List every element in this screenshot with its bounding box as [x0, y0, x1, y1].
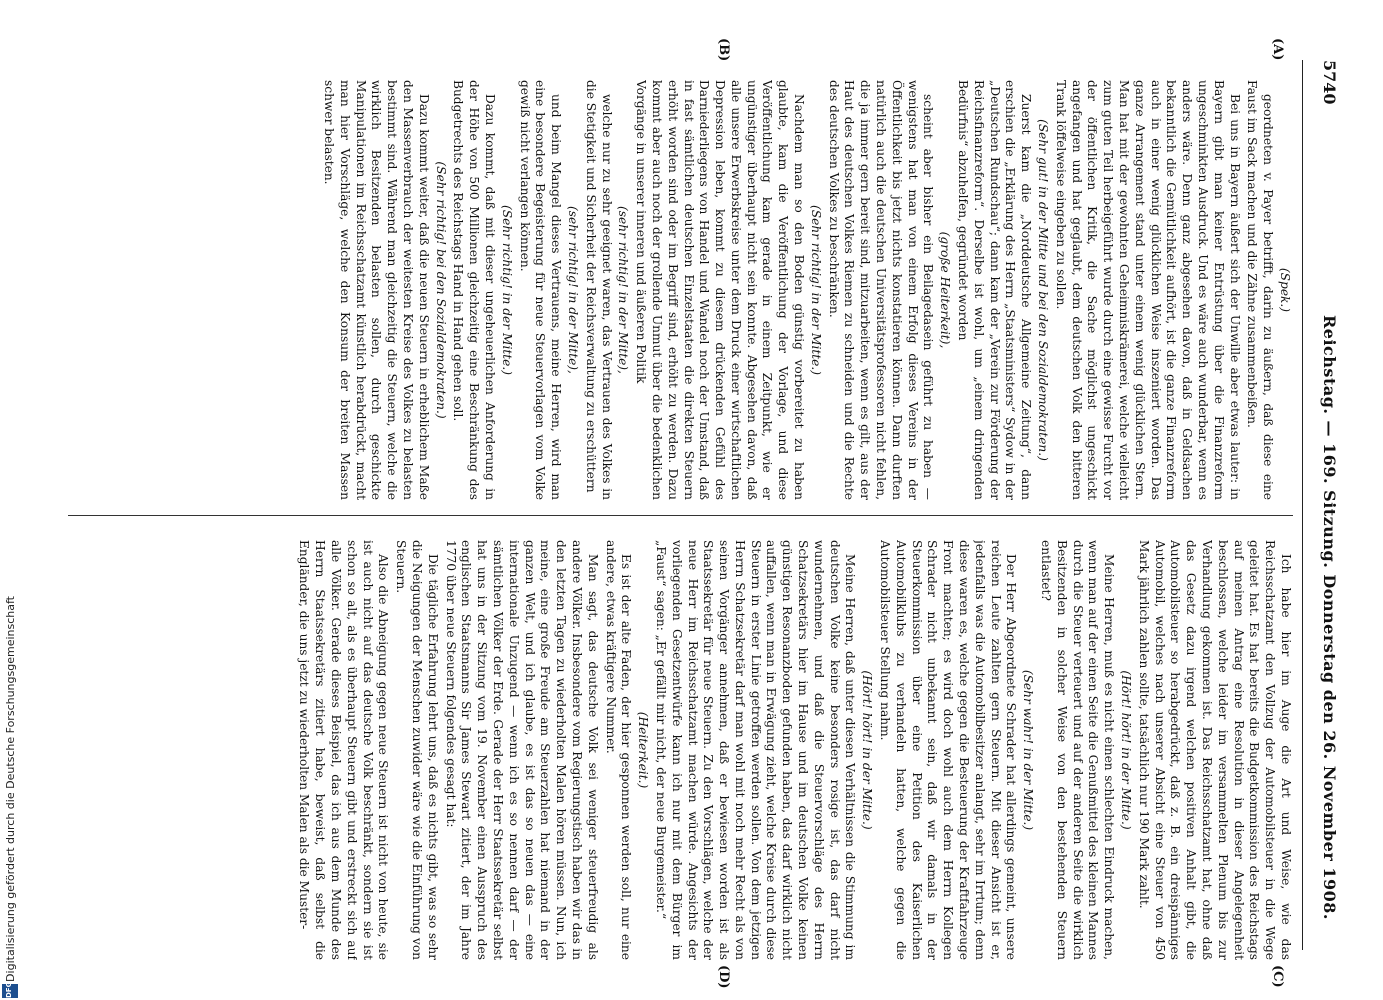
paragraph: welche nur zu sehr geeignet waren, das Vertrauen des Volkes in die Stetigkeit und Sicherheit der Reichsverwaltung zu erschüttern	[583, 80, 614, 500]
interjection: (sehr richtig! in der Mitte),	[565, 206, 580, 374]
paragraph: und beim Mangel dieses Vertrauens, meine Herren, wird man eine besondere Begeisterung für neue Steuervorlagen vom Volke gewiß nicht verlangen können.	[517, 80, 564, 500]
paragraph: Meine Herren, daß unter diesen Verhältnissen die Stimmung im deutschen Volke keine besonders rosige ist, das darf nicht wundernehmen, und daß die Steuervorschläge des Herrn Schatzsekretärs hier im Hause und im deutschen Volke keinen günstigen Resonanzboden gefunden haben, das darf wirklich nicht auffallen, wenn man in Erwägung zieht, welche Kreise durch diese Steuern in erster Linie getroffen werden sollen. Von dem jetzigen Herrn Schatzsekretär darf man wohl mit noch mehr Recht als von seinen Vorgänger annehmen, daß er bewiesen worden ist als Staatssekretär für neue Steuern. Zu den Vorschlägen, welche der neue Herr im Reichsschatzamt machen würde. Angesichts der vorliegenden Gesetzentwürfe kann ich nur mit dem Bürger im „Faust“ sagen: „Er gefällt mir nicht, der neue Burgemeister.“	[653, 540, 858, 960]
interjection: (Hört! hört! in der Mitte.)	[860, 670, 875, 830]
paragraph: Man sagt, das deutsche Volk sei weniger steuerfreudig als andere Völker. Insbesondere vom Regierungstisch haben wir das in den letzten Tagen zu wiederholten Malen hören müssen. Nun, ich meine, eine große Freude am Steuerzahlen hat niemand in der ganzen Welt, und ich glaube, es ist das so neuen das — eine internationale Unzugend — wenn ich es so nennen darf — der sämtlichen Völker der Erde. Gerade der Herr Staatssekretär selbst hat uns in der Sitzung vom 19. November einen Ausspruch des englischen Staatsmanns Sir James Stewart zitiert, der im Jahre 1770 über neue Steuern folgendes gesagt hat:	[443, 540, 600, 960]
interjection: (Heiterkeit.)	[636, 711, 651, 789]
interjection: (Sehr wahr! in der Mitte.)	[1021, 669, 1036, 831]
dfg-credit: Digitalisierung gefördert durch die Deutsche Forschungsgemeinschaft	[4, 596, 17, 982]
margin-mark-b: (B)	[716, 38, 731, 62]
right-column	[73, 540, 1293, 960]
paragraph: Also die Abneigung gegen neue Steuern ist nicht von heute, sie ist auch nicht auf das deutsche Volk beschränkt, sondern sie ist schon so alt, als es überhaupt Steuern gibt und erstreckt sich auf alle Völker. Gerade dieses Beispiel, das ich aus dem Munde des Herrn Staatssekretärs zitiert habe, beweist, daß selbst die Engländer, die uns jetzt zu wiederholten Malen als die Muster-	[297, 540, 391, 960]
interjection: (Sehr richtig! in der Mitte.)	[499, 205, 514, 375]
header-rule	[1302, 60, 1303, 950]
interjection: (Sehr richtig! in der Mitte.)	[808, 205, 823, 375]
page-number: 5740	[1320, 60, 1339, 105]
paragraph: Dazu kommt, daß mit dieser ungeheuerlichen Anforderung in der Höhe von 500 Millionen gleichzeitig eine Beschränkung des Budgetrechts des Reichstags Hand in Hand gehen soll.	[451, 80, 497, 500]
interjection: (Hört! hört! in der Mitte.)	[1119, 670, 1134, 830]
margin-mark-d: (D)	[716, 965, 731, 989]
paragraph: Zuerst kam die „Norddeutsche Allgemeine Zeitung“, dann erschien die „Erklärung des Herrn „Staatsministers“ Sydow in der „Deutschen Rundschau“; dann kam der „Verein zur Förderung der Reichsfinanzreform“. Derselbe ist wohl, um „einem dringenden Bedürfnis“ abzuhelfen, gegründet worden	[956, 80, 1034, 500]
paragraph: Die tägliche Erfahrung lehrt uns, daß es nichts gibt, was so sehr die Neigungen der Menschen zuwider wäre wie die Einführung von Steuern.	[394, 540, 440, 960]
column-divider	[68, 515, 1293, 516]
paragraph: scheint aber bisher ein Beilagedasein geführt zu haben — wenigstens hat man von einem Erfolg dieses Vereins in der Öffentlichkeit bis jetzt nichts konstatieren können. Dann durften natürlich auch die deutschen Universitätsprofessoren nicht fehlen, die ja immer gern bereit sind, mitzuarbeiten, wenn es gilt, aus der Haut des deutschen Volkes Riemen zu schneiden und die Rechte des deutschen Volkes zu beschränken.	[826, 80, 936, 500]
digitization-footer	[0, 0, 22, 1000]
paragraph: Bei uns in Bayern äußert sich der Unwille aber etwas lauter: in Bayern gibt man keiner Entrüstung über die Finanzreform ungeschminkten Ausdruck. Und es wäre auch wunderbar, wenn es anders wäre. Denn ganz abgesehen davon, daß in Geldsachen bekanntlich die Gemütlichkeit aufhört, ist die ganze Finanzreform auch in einer wenig glücklichen Weise inszeniert worden. Das ganze Arrangement stand unter einem wenig glücklichen Stern. Man hat mit der gewohnten Geheimniskrämerei, welche vielleicht zum guten Teil herbeigeführt wurde durch eine gewisse Furcht vor der öffentlichen Kritik, die Sache möglichst ungeschickt angefangen und hat geglaubt, dem deutschen Volk den bitteren Trank löffelweise eingeben zu sollen.	[1053, 80, 1242, 500]
interjection: (Spek.)	[1278, 267, 1292, 313]
paragraph: Ich habe hier im Auge die Art und Weise, wie das Reichsschatzamt den Vollzug der Automobilsteuer in die Wege geleitet hat. Es hat bereits die Budgetkommission des Reichstags auf meinen Antrag eine Resolution in dieser Angelegenheit beschlossen, welche leider im versammelten Plenum bis zur Verhandlung gekommen ist. Das Reichsschatzamt hat, ohne daß das Gesetz dazu irgend welchen positiven Anhalt gibt, die Automobilsteuer so herabgedrückt, daß z. B. ein dreispänniges Automobil, welches nach unserer Absicht eine Steuer von 450 Mark jährlich zahlen sollte, tatsächlich nur 190 Mark zahlt.	[1136, 540, 1293, 960]
interjection: (große Heiterkeit),	[938, 231, 953, 349]
running-title: Reichstag. — 169. Sitzung. Donnerstag den 26. November 1908.	[1320, 315, 1339, 920]
paragraph: Es ist der alte Faden, der hier gesponnen werden soll, nur eine andere, etwas kräftigere Nummer.	[603, 540, 634, 960]
paragraph: Nachdem man so den Boden günstig vorbereitet zu haben glaubte, kam die Veröffentlichung der Vorlage, und diese Veröffentlichung kam gerade in einem Zeitpunkt, wie er ungünstiger überhaupt nicht sein konnte. Abgesehen davon, daß alle unsere Erwerbskreise unter dem Druck einer wirtschaftlichen Depression leben, kommt zu diesem drückenden Gefühl des Darniederliegens von Handel und Wandel noch der Umstand, daß in fast sämtlichen deutschen Einzelstaaten die direkten Steuern erhöht worden sind oder im Begriff sind, erhöht zu werden. Dazu kommt aber auch noch der grollende Unmut über die bedenklichen Vorgänge in unserer inneren und äußeren Politik	[634, 80, 807, 500]
interjection: (Sehr richtig! bei den Sozialdemokraten.)	[433, 161, 448, 419]
interjection: (sehr richtig! in der Mitte),	[616, 206, 631, 374]
paragraph: Dazu kommt weiter, daß die neuen Steuern in erheblichem Maße den Massenverbrauch der weitesten Kreise des Volkes zu belasten bestimmt sind. Während man gleichzeitig die Steuern, welche die wirklich Besitzenden belasten sollen, durch geschickte Manipulationen im Reichsschatzamt künstlich herabdrückt, macht man hier Vorschläge, welche den Konsum der breiten Massen schwer belasten.	[321, 80, 431, 500]
paragraph: Der Herr Abgeordnete Schrader hat allerdings gemeint, unsere reichen Leute zahlten gern Steuern. Mit dieser Ansicht ist er, jedenfalls was die Automobilbesitzer anlangt, sehr im Irrtum; denn diese waren es, welche gegen die Besteuerung der Kraftfahrzeuge Front machten; es wird doch wohl auch dem Herrn Kollegen Schrader nicht unbekannt sein, daß wir damals in der Steuerkommission über eine Petition des Kaiserlichen Automobilklubs zu verhandeln hatten, welche gegen die Automobilsteuer Stellung nahm.	[878, 540, 1019, 960]
margin-mark-c: (C)	[1270, 965, 1285, 988]
paragraph: Meine Herren, muß es nicht einen schlechten Eindruck machen, wenn man auf der einen Seite die Genußmittel des kleinen Mannes durch die Steuer verteuert und auf der anderen Seite die wirklich Besitzenden in solcher Weise von den bestehenden Steuern entlastet?	[1039, 540, 1117, 960]
dfg-logo: DFG	[2, 984, 18, 998]
paragraph: geordneten v. Payer betrifft, darin zu äußern, daß diese eine Faust im Sack machen und die Zähne zusammenbeißen.	[1245, 80, 1276, 500]
page-header	[1305, 60, 1345, 950]
left-column	[73, 80, 1293, 500]
interjection: (Sehr gut! in der Mitte und bei den Sozialdemokraten.)	[1036, 119, 1051, 461]
margin-mark-a: (A)	[1270, 38, 1285, 61]
